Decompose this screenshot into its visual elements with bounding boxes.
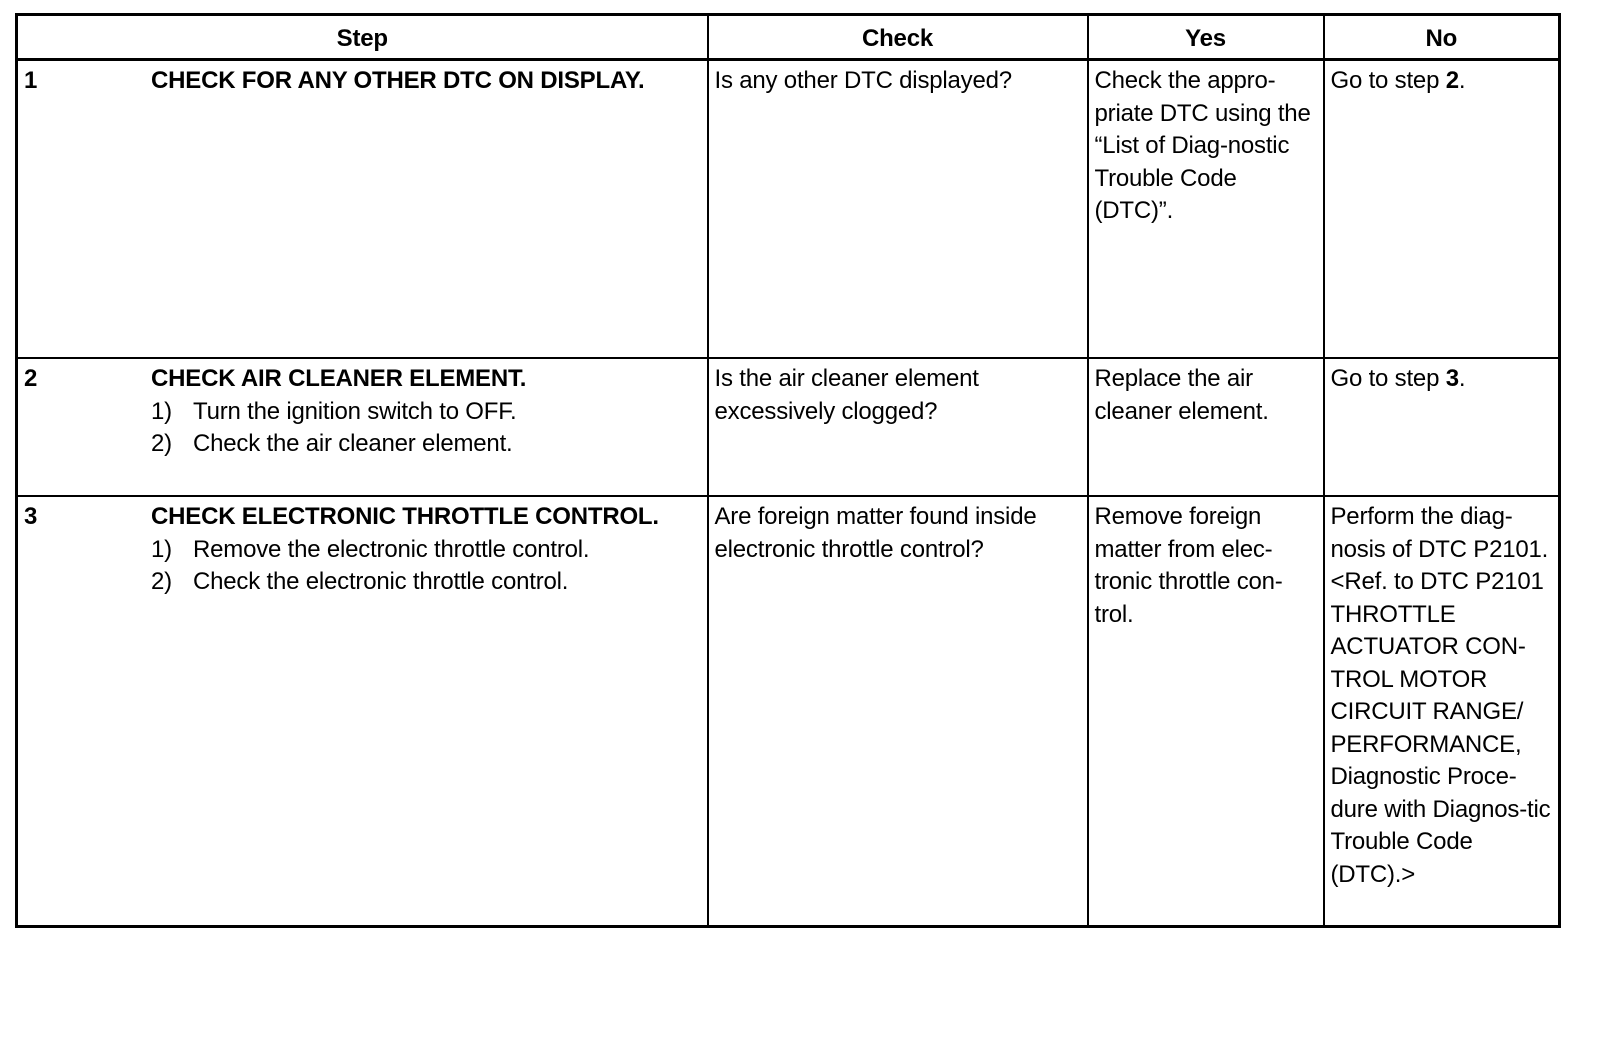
no-text: Go to step	[1330, 365, 1446, 392]
step-body	[151, 363, 701, 461]
column-header-no: No	[1324, 15, 1560, 60]
goto-step-number: 3	[1445, 365, 1459, 392]
check-cell: Is any other DTC displayed?	[708, 60, 1088, 359]
step-cell	[17, 358, 708, 496]
step-number: 1	[24, 67, 38, 94]
substep-list	[151, 396, 701, 461]
substep-text: Remove the electronic throttle control.	[193, 535, 590, 563]
yes-cell: Remove foreign matter from elec-tronic throttle con-trol.	[1088, 496, 1324, 927]
diagnostic-procedure-table	[15, 13, 1561, 928]
goto-step-number: 2	[1445, 67, 1459, 94]
check-cell: Are foreign matter found inside electronic throttle control?	[708, 496, 1088, 927]
table-row	[17, 60, 1560, 359]
yes-cell: Replace the air cleaner element.	[1088, 358, 1324, 496]
step-title: CHECK AIR CLEANER ELEMENT.	[151, 365, 527, 392]
column-header-check: Check	[708, 15, 1088, 60]
no-text-end: .	[1458, 365, 1466, 392]
step-cell	[17, 496, 708, 927]
substep-text: Check the electronic throttle control.	[193, 568, 569, 595]
step-title: CHECK ELECTRONIC THROTTLE CONTROL.	[151, 503, 659, 530]
substep-item	[151, 534, 701, 567]
table-row	[17, 358, 1560, 496]
table-row	[17, 496, 1560, 927]
substep-number: 2)	[151, 430, 172, 457]
substep-number: 2)	[151, 568, 172, 595]
substep-text: Check the air cleaner element.	[193, 430, 513, 457]
column-header-yes: Yes	[1088, 15, 1324, 60]
step-cell	[17, 60, 708, 359]
substep-item	[151, 396, 701, 429]
no-cell	[1324, 60, 1560, 359]
yes-cell: Check the appro-priate DTC using the “List of Diag-nostic Trouble Code (DTC)”.	[1088, 60, 1324, 359]
no-cell	[1324, 358, 1560, 496]
step-body	[151, 501, 701, 599]
substep-text: Turn the ignition switch to OFF.	[193, 397, 517, 425]
substep-number: 1)	[151, 397, 172, 425]
check-cell: Is the air cleaner element excessively clogged?	[708, 358, 1088, 496]
step-number: 2	[24, 365, 38, 392]
no-text: Go to step	[1330, 67, 1446, 94]
substep-item	[151, 428, 701, 461]
no-cell: Perform the diag-nosis of DTC P2101. <Ref. to DTC P2101 THROTTLE ACTUATOR CON-TROL MOTOR CIRCUIT RANGE/ PERFORMANCE, Diagnostic Proce-dure with Diagnos-tic Trouble Code (DTC).>	[1324, 496, 1560, 927]
substep-number: 1)	[151, 535, 172, 563]
table-header-row	[17, 15, 1560, 60]
step-body	[151, 65, 701, 98]
substep-list	[151, 534, 701, 599]
substep-item	[151, 566, 701, 599]
step-title: CHECK FOR ANY OTHER DTC ON DISPLAY.	[151, 67, 645, 94]
step-number: 3	[24, 503, 38, 530]
no-text-end: .	[1458, 67, 1466, 94]
column-header-step: Step	[17, 15, 708, 60]
